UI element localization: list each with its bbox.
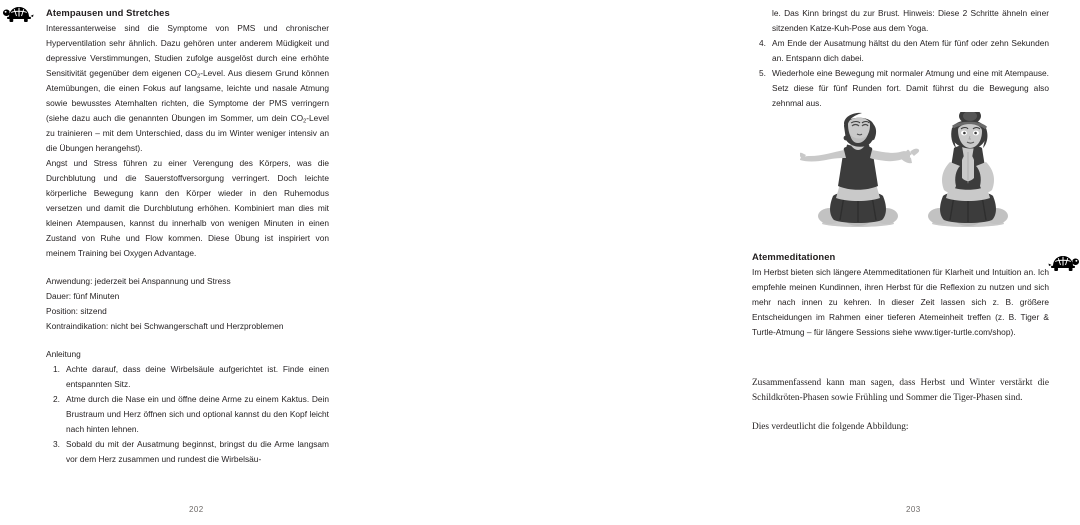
paragraph <box>46 21 329 156</box>
figure-prayer-hands <box>900 108 1008 227</box>
summary-paragraph: Zusammenfassend kann man sagen, dass Herbst und Winter verstärkt die Schildkröten-Phasen sowie Frühling und Sommer die Tiger-Phasen sind. <box>752 378 1049 404</box>
list-item-number: 3. <box>53 439 60 449</box>
instruction-list <box>46 362 329 467</box>
list-item-number: 4. <box>759 38 766 48</box>
paragraph: Angst und Stress führen zu einer Verengung des Körpers, was die Durchblutung und die Sauerstoffversorgung verringert. Doch leichte körperliche Bewegung kann den Körper wieder in den Ruhemodus versetzen und damit die Durchblutung erhöhen. Kombiniert man dies mit kleinen Atempausen, kannst du innerhalb von wenigen Minuten in einen Zustand von Ruhe und Flow kommen. Diese Übung ist inspiriert von meinem Training bei Oxygen Advantage. <box>46 158 329 258</box>
paragraph-text: Interessanterweise sind die Symptome von PMS und chronischer Hyperventilation sehr ähnlich. Dazu gehören unter anderem Müdigkeit und depressive Verstimmungen, Studien zufolge ausgelöst durch eine erhöhte Sensitivität gegenüber dem eigenen $CO_2$-Level. Aus diesem Grund können Atemübungen, die einen Fokus auf langsame, leichte und nasale Atmung sowie bewusstes Atemhalten richten, die Symptome der PMS verringern (siehe dazu auch die genannten Übungen im Sommer, um dein $CO_2$-Level zu trainieren – mit dem Unterschied, dass du im Winter weniger intensiv an die Übungen herangehst). <box>46 23 329 153</box>
step-continuation-text: le. Das Kinn bringst du zur Brust. Hinweis: Diese 2 Schritte ähneln einer sitzenden Katze-Kuh-Pose aus dem Yoga. <box>772 8 1049 33</box>
meta-line-kontraindikation: Kontraindikation: nicht bei Schwangerschaft und Herzproblemen <box>46 321 284 331</box>
list-item <box>752 66 1049 111</box>
list-item-text: Achte darauf, dass deine Wirbelsäule aufgerichtet ist. Finde einen entspannten Sitz. <box>66 364 329 389</box>
right-page-section-column <box>752 250 1049 340</box>
section-title: Atempausen und Stretches <box>46 7 170 18</box>
list-item-number: 1. <box>53 364 60 374</box>
instructions-heading: Anleitung <box>46 349 81 359</box>
right-page-text-column <box>752 6 1049 111</box>
list-item <box>46 437 329 467</box>
instruction-list-continued <box>752 36 1049 111</box>
list-item <box>46 362 329 392</box>
meta-line-position: Position: sitzend <box>46 306 107 316</box>
list-item-number: 2. <box>53 394 60 404</box>
paragraph: Im Herbst bieten sich längere Atemmeditationen für Klarheit und Intuition an. Ich empfehle meinen Kundinnen, ihren Herbst für die Reflexion zu nutzen und sich mehr nach innen zu kehren. In dieser Zeit lassen sich z. B. größere Entscheidungen im Rahmen einer tieferen Atemeinheit treffen (z. B. Tiger & Turtle-Atmung – für längere Sessions siehe www.tiger-turtle.com/shop). <box>752 267 1049 337</box>
list-item-text: Atme durch die Nase ein und öffne deine Arme zu einem Kaktus. Dein Brustraum und Herz öffnen sich und optional kannst du den Kopf leicht nach hinten lehnen. <box>66 394 329 434</box>
summary-block <box>752 376 1049 436</box>
list-item-number: 5. <box>759 68 766 78</box>
list-item <box>46 392 329 437</box>
meta-line-dauer: Dauer: fünf Minuten <box>46 291 120 301</box>
page-number-right: 203 <box>906 505 921 514</box>
page-number-left: 202 <box>189 505 204 514</box>
list-item <box>752 36 1049 66</box>
figure-lead-in: Dies verdeutlicht die folgende Abbildung: <box>752 422 909 433</box>
list-item-text: Sobald du mit der Ausatmung beginnst, bringst du die Arme langsam vor dem Herz zusammen und rundest die Wirbelsäu- <box>66 439 329 464</box>
figure-cactus-arms <box>799 113 919 227</box>
left-page-text-column <box>46 6 329 467</box>
turtle-icon <box>2 1 34 25</box>
turtle-icon <box>1048 250 1080 274</box>
page-right <box>360 0 1049 525</box>
seated-yoga-figures-illustration <box>800 112 1030 240</box>
meta-line-anwendung: Anwendung: jederzeit bei Anspannung und Stress <box>46 276 231 286</box>
page-left <box>0 0 360 525</box>
list-item-text: Am Ende der Ausatmung hältst du den Atem für fünf oder zehn Sekunden an. Entspann dich dabei. <box>772 38 1049 63</box>
list-item-text: Wiederhole eine Bewegung mit normaler Atmung und eine mit Atempause. Setz diese für fünf Runden fort. Damit führst du die Bewegung also zehnmal aus. <box>772 68 1049 108</box>
section-title: Atemmeditationen <box>752 251 836 262</box>
